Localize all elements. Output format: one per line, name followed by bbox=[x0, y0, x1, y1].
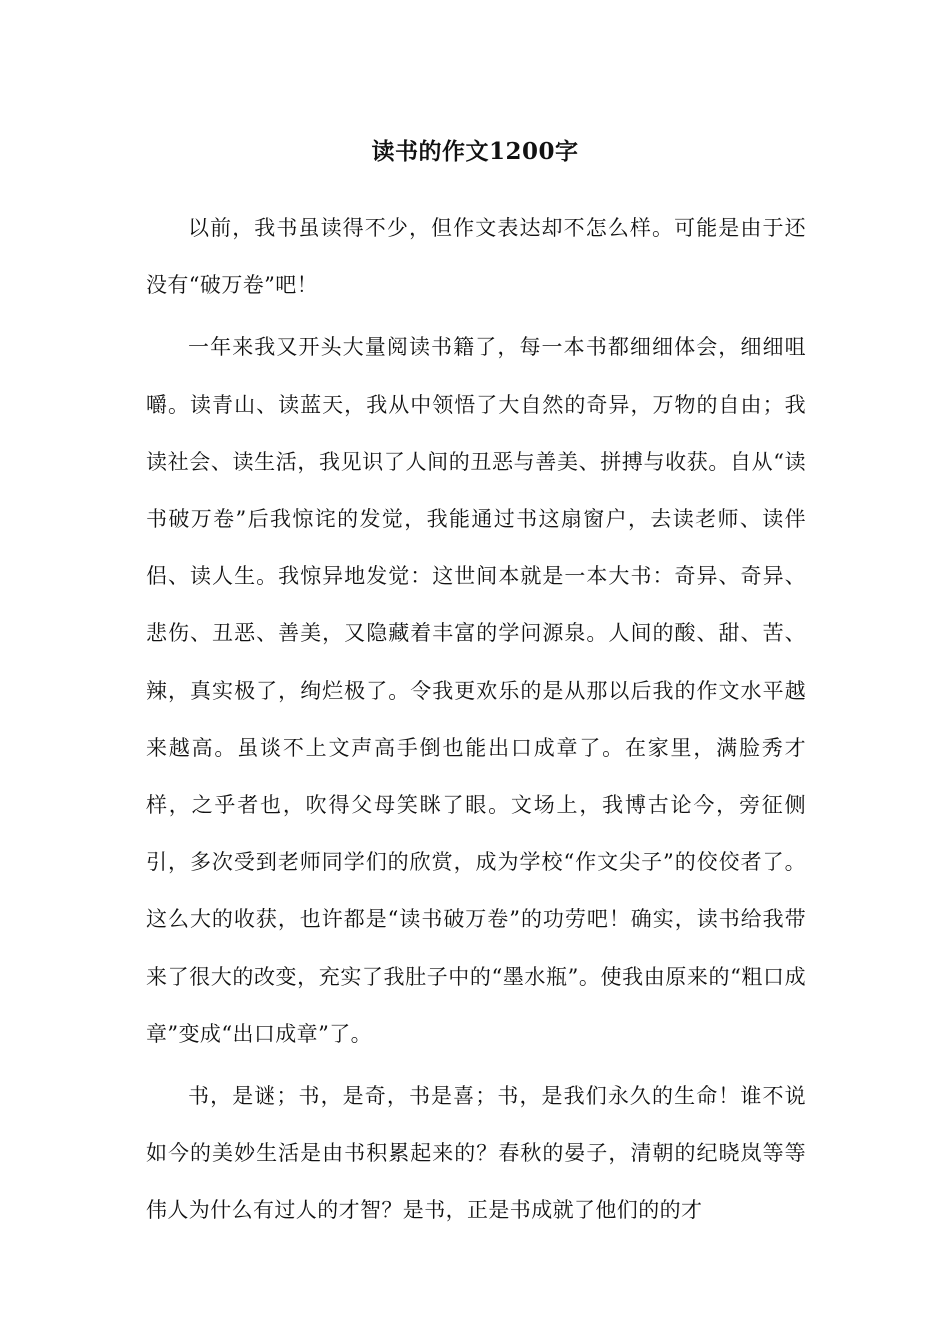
document-title: 读书的作文1200字 bbox=[371, 138, 579, 165]
document-body bbox=[146, 200, 806, 1240]
paragraph-1: 以前，我书虽读得不少，但作文表达却不怎么样。可能是由于还没有“破万卷”吧！ bbox=[146, 216, 806, 298]
paragraph-2: 一年来我又开头大量阅读书籍了，每一本书都细细体会，细细咀嚼。读青山、读蓝天，我从中领悟了大自然的奇异，万物的自由；我读社会、读生活，我见识了人间的丑恶与善美、拼搏与收获。自从“读书破万卷”后我惊诧的发觉，我能通过书这扇窗户，去读老师、读伴侣、读人生。我惊异地发觉：这世间本就是一本大书：奇异、奇异、悲伤、丑恶、善美，又隐藏着丰富的学问源泉。人间的酸、甜、苦、辣，真实极了，绚烂极了。令我更欢乐的是从那以后我的作文水平越来越高。虽谈不上文声高手倒也能出口成章了。在家里，满脸秀才样，之乎者也，吹得父母笑眯了眼。文场上，我博古论今，旁征侧引，多次受到老师同学们的欣赏，成为学校“作文尖子”的佼佼者了。这么大的收获，也许都是“读书破万卷”的功劳吧！确实，读书给我带来了很大的改变，充实了我肚子中的“墨水瓶”。使我由原来的“粗口成章”变成“出口成章”了。 bbox=[146, 335, 806, 1046]
paragraph-3: 书，是谜；书，是奇，书是喜；书，是我们永久的生命！谁不说如今的美妙生活是由书积累起来的？春秋的晏子，清朝的纪晓岚等等伟人为什么有过人的才智？是书，正是书成就了他们的的才 bbox=[146, 1084, 806, 1223]
